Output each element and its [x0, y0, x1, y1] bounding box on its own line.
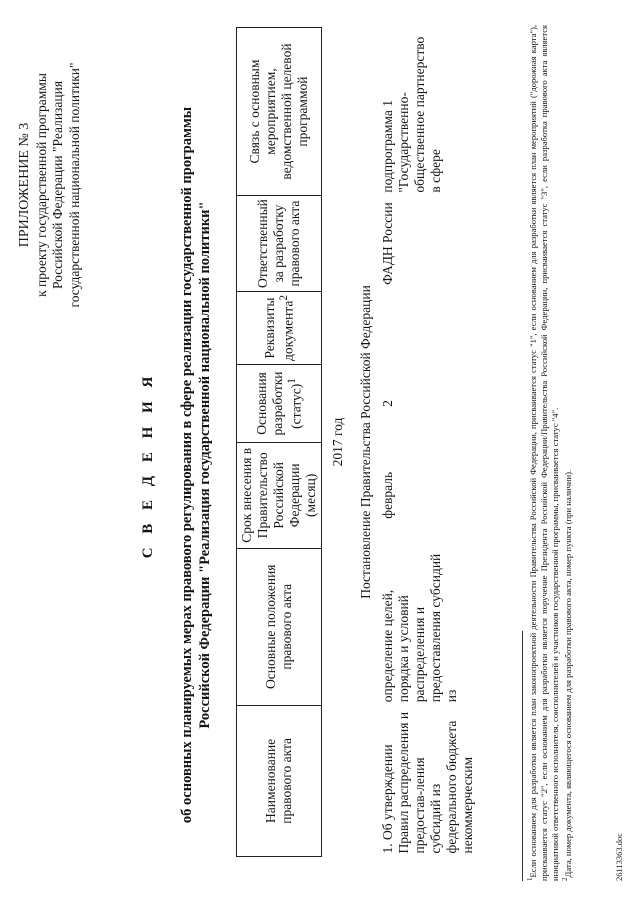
table-row: [377, 28, 479, 857]
section-row: [350, 28, 378, 857]
act-link: подпрограмма 1 "Государственно-общественное партнерство в сфере: [380, 36, 444, 193]
table-header-row: [237, 28, 322, 857]
column-header-text: Реквизиты документа: [261, 297, 296, 362]
footnote: [561, 25, 574, 881]
document-title: С В Е Д Е Н И Я: [140, 371, 156, 559]
footnote-marker: 2: [561, 877, 570, 881]
appendix-title: ПРИЛОЖЕНИЕ № 3: [17, 122, 32, 248]
act-deadline: февраль: [380, 471, 396, 519]
appendix-line: Российской Федерации "Реализация: [50, 80, 66, 290]
act-name: 1. Об утверждении Правил распределения и предостав-ления субсидий из федерального бюджета некоммерческим: [380, 711, 476, 854]
footnote-divider: [522, 631, 523, 881]
legal-acts-table: [236, 27, 479, 857]
footnote-text: Если основанием для разработки является план законопроектной деятельности Правительства Российской Федерации, присваивается статус "1", если основанием для разработки является план мероприятий ("дорожная карта"), присваивается статус "2", если основанием для разработки является поручение Президента Российской Федерации/Правительства Российской Федерации, присваивается статус "3", если разработка правового акта является инициативой ответственного исполнителя, соисполнителей и участников государственной программы, присваивается статус "4".: [527, 25, 561, 881]
footnote-ref: 1: [285, 378, 298, 384]
column-header: Ответственный за разработку правового акта: [237, 196, 322, 292]
year-label: 2017 год: [329, 417, 345, 467]
column-header: [237, 292, 322, 365]
footnote: [526, 25, 561, 881]
act-provisions: определение целей, порядка и условий распределения и предоставления субсидий из: [380, 553, 460, 703]
act-responsible: ФАДН России: [380, 202, 396, 285]
year-row: [321, 28, 349, 857]
file-code: 26113363.doc: [614, 832, 624, 881]
document-subtitle: об основных планируемых мерах правового регулирования в сфере реализации государственной программы Российской Федерации "Реализация государственной национальной политики": [179, 106, 213, 824]
column-header: [237, 365, 322, 443]
footnote-marker: 1: [526, 877, 534, 881]
footnotes: [526, 25, 574, 881]
document-heading: [140, 85, 214, 845]
footnote-ref: 2: [277, 295, 290, 301]
column-header: Основные положения правового акта: [237, 548, 322, 705]
column-header-text: Основания разработки (статус): [253, 371, 304, 436]
column-header: Связь с основным мероприятием, ведомственной целевой программой: [237, 28, 322, 196]
appendix-block: [16, 25, 84, 345]
column-header: Наименование правового акта: [237, 705, 322, 856]
act-basis: 2: [380, 400, 396, 407]
appendix-line: государственной национальной политики": [67, 62, 83, 308]
section-label: Постановление Правительства Российской Федерации: [357, 285, 373, 599]
column-header: Срок внесения в Правительство Российской Федерации (месяц): [237, 442, 322, 548]
footnote-text: Дата, номер документа, являющегося основанием для разработки правового акта, номер пункта (при наличии).: [563, 469, 574, 878]
act-requisites: [377, 292, 479, 365]
appendix-line: к проекту государственной программы: [33, 73, 49, 297]
